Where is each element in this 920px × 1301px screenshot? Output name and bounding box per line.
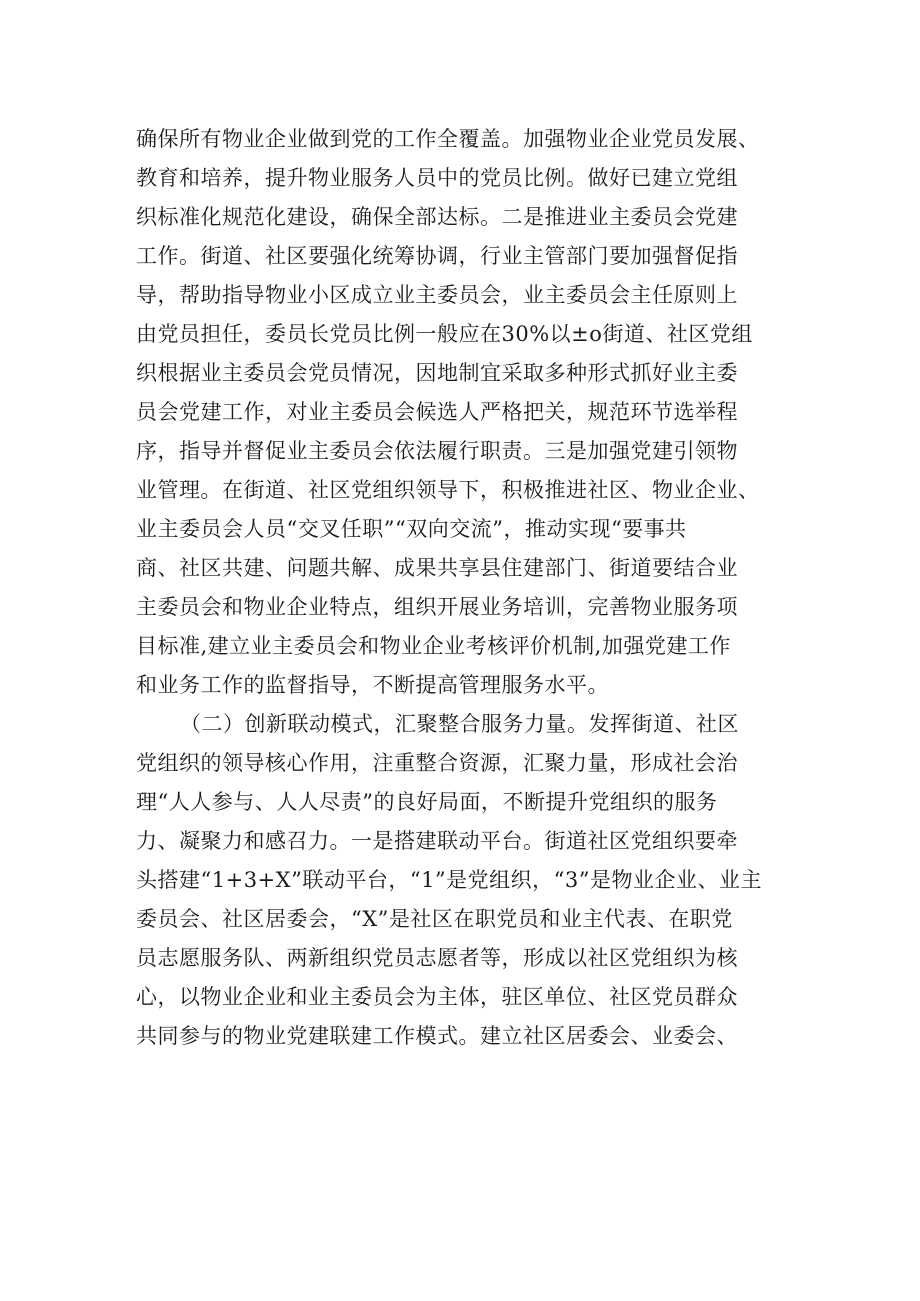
text-line: 理“人人参与、人人尽责”的良好局面，不断提升党组织的服务 [136, 790, 718, 814]
text-line: 工作。街道、社区要强化统筹协调，行业主管部门要加强督促指 [136, 244, 738, 268]
text-line: 党组织的领导核心作用，注重整合资源，汇聚力量，形成社会治 [136, 751, 738, 775]
text-line: 头搭建“1+3+X”联动平台，“1”是党组织，“3”是物业企业、业主 [136, 868, 762, 892]
document-body [136, 120, 796, 1056]
text-line: 委员会、社区居委会，“X”是社区在职党员和业主代表、在职党 [136, 907, 733, 931]
text-line: 业管理。在街道、社区党组织领导下，积极推进社区、物业企业、 [136, 478, 760, 502]
text-line: 商、社区共建、问题共解、成果共享县住建部门、街道要结合业 [136, 556, 738, 580]
text-line: 导，帮助指导物业小区成立业主委员会，业主委员会主任原则上 [136, 283, 738, 307]
text-line: 主委员会和物业企业特点，组织开展业务培训，完善物业服务项 [136, 595, 738, 619]
paragraph-2 [136, 705, 796, 1056]
text-line: 确保所有物业企业做到党的工作全覆盖。加强物业企业党员发展、 [136, 127, 760, 151]
text-line: 织根据业主委员会党员情况，因地制宜采取多种形式抓好业主委 [136, 361, 738, 385]
text-line-first-indented: （二）创新联动模式，汇聚整合服务力量。发挥街道、社区 [180, 712, 739, 736]
text-line: 目标准,建立业主委员会和物业企业考核评价机制,加强党建工作 [136, 634, 731, 658]
text-line: 序，指导并督促业主委员会依法履行职责。三是加强党建引领物 [136, 439, 738, 463]
text-line: 共同参与的物业党建联建工作模式。建立社区居委会、业委会、 [136, 1024, 738, 1048]
paragraph-1 [136, 120, 796, 705]
text-line: 业主委员会人员“交叉任职”“双向交流”，推动实现“要事共 [136, 517, 687, 541]
text-line: 和业务工作的监督指导，不断提高管理服务水平。 [136, 673, 609, 697]
text-line: 力、凝聚力和感召力。一是搭建联动平台。街道社区党组织要牵 [136, 829, 738, 853]
text-line: 由党员担任，委员长党员比例一般应在30%以±o街道、社区党组 [136, 322, 753, 346]
text-line: 心，以物业企业和业主委员会为主体，驻区单位、社区党员群众 [136, 985, 738, 1009]
text-line: 教育和培养，提升物业服务人员中的党员比例。做好已建立党组 [136, 166, 738, 190]
text-line: 员志愿服务队、两新组织党员志愿者等，形成以社区党组织为核 [136, 946, 738, 970]
text-line: 员会党建工作，对业主委员会候选人严格把关，规范环节选举程 [136, 400, 738, 424]
text-line: 织标准化规范化建设，确保全部达标。二是推进业主委员会党建 [136, 205, 738, 229]
